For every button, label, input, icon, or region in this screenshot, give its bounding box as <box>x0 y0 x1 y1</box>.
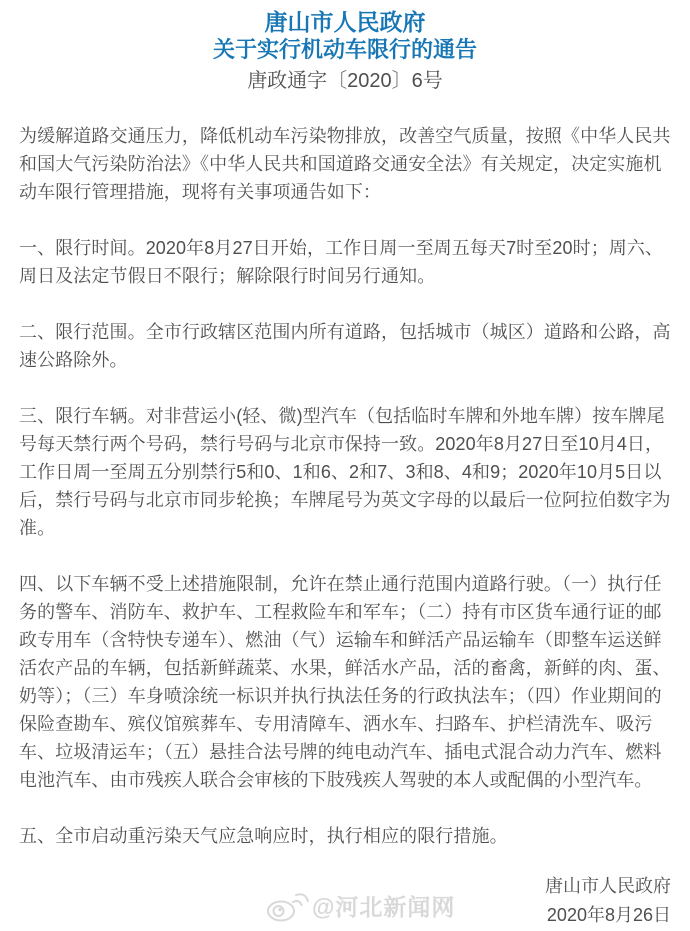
weibo-logo-icon <box>266 890 310 922</box>
section-restriction-time: 一、限行时间。2020年8月27日开始，工作日周一至周五每天7时至20时；周六、周日及法定节假日不限行；解除限行时间另行通知。 <box>19 238 664 286</box>
section-emergency-response: 五、全市启动重污染天气应急响应时，执行相应的限行措施。 <box>19 826 508 846</box>
signature-issuer: 唐山市人民政府 <box>545 876 671 896</box>
document-issuer-title: 唐山市人民政府 <box>264 9 426 35</box>
document-subject-title: 关于实行机动车限行的通告 <box>212 37 477 62</box>
section-exempt-vehicles: 四、以下车辆不受上述措施限制，允许在禁止通行范围内道路行驶。（一）执行任务的警车、消防车、救护车、工程救险车和军车；（二）持有市区货车通行证的邮政专用车（含特快专递车）、燃油（气）运输车和鲜活产品运输车（即整车运送鲜活农产品的车辆，包括新鲜蔬菜、水果，鲜活水产品，活的畜禽，新鲜的肉、蛋、奶等）；（三）车身喷涂统一标识并执行执法任务的行政执法车；（四）作业期间的保险查勘车、殡仪馆殡葬车、专用清障车、洒水车、扫路车、护栏清洗车、吸污车、垃圾清运车；（五）悬挂合法号牌的纯电动汽车、插电式混合动力汽车、燃料电池汽车、由市残疾人联合会审核的下肢残疾人驾驶的本人或配偶的小型汽车。 <box>19 574 671 790</box>
watermark <box>266 889 455 922</box>
intro-paragraph: 为缓解道路交通压力，降低机动车污染物排放，改善空气质量，按照《中华人民共和国大气污染防治法》《中华人民共和国道路交通安全法》有关规定，决定实施机动车限行管理措施，现将有关事项通告如下： <box>19 126 671 202</box>
signature-date: 2020年8月26日 <box>546 905 671 925</box>
document-number: 唐政通字〔2020〕6号 <box>247 70 443 92</box>
section-restricted-vehicles: 三、限行车辆。对非营运小(轻、微)型汽车（包括临时车牌和外地车牌）按车牌尾号每天禁行两个号码，禁行号码与北京市保持一致。2020年8月27日至10月4日，工作日周一至周五分别禁行5和0、1和6、2和7、3和8、4和9；2020年10月5日以后，禁行号码与北京市同步轮换；车牌尾号为英文字母的以最后一位阿拉伯数字为准。 <box>19 406 671 538</box>
section-restriction-area: 二、限行范围。全市行政辖区范围内所有道路，包括城市（城区）道路和公路，高速公路除外。 <box>19 322 671 370</box>
watermark-text: @河北新闻网 <box>312 894 456 920</box>
